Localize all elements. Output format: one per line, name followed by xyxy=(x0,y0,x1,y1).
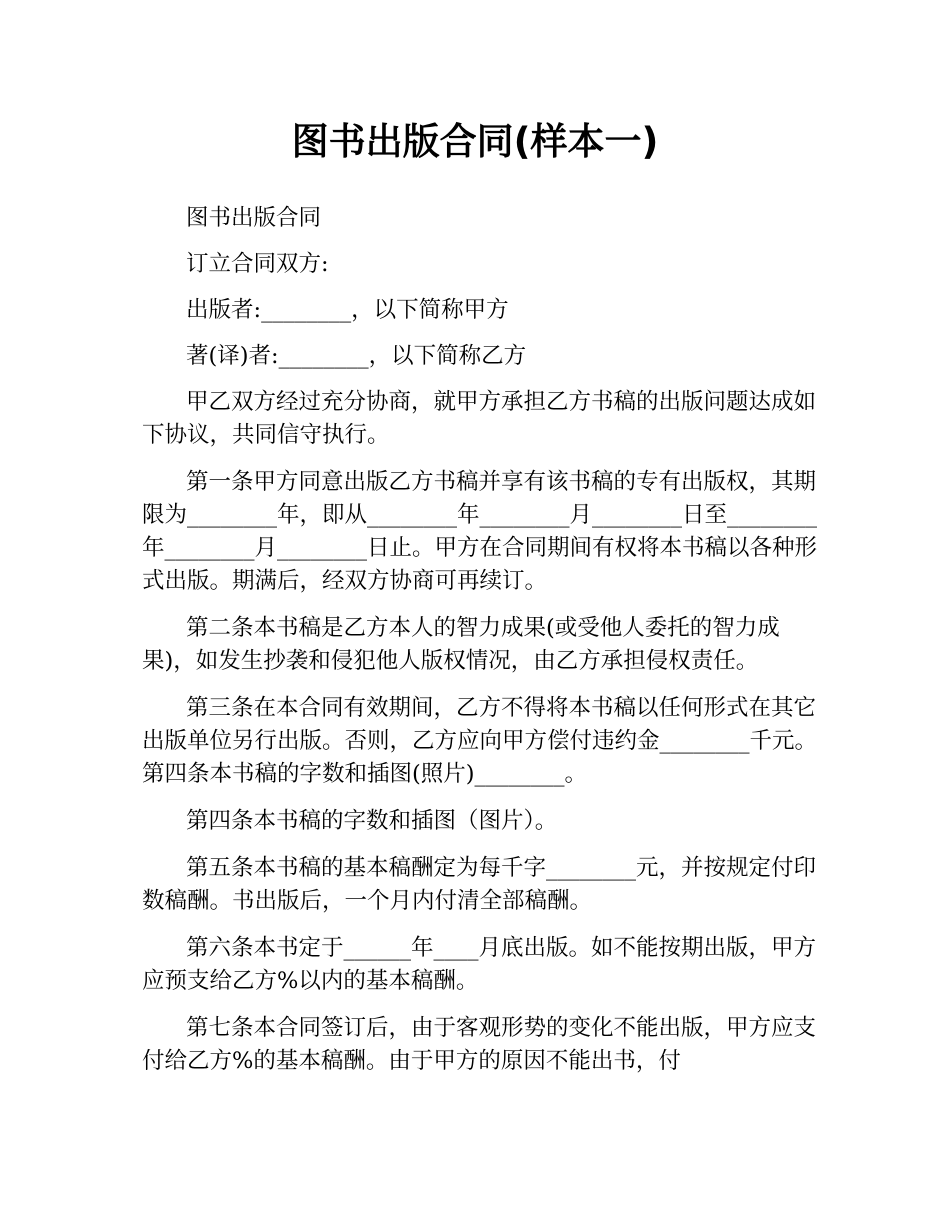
document-body xyxy=(142,202,817,1092)
paragraph-heading: 图书出版合同 xyxy=(186,205,322,231)
document-title: 图书出版合同(样本一) xyxy=(291,120,659,163)
paragraph-article-4: 第四条本书稿的字数和插图（图片）。 xyxy=(186,808,558,834)
paragraph-author: 著(译)者:________，以下简称乙方 xyxy=(186,343,527,369)
paragraph-agreement-intro: 甲乙双方经过充分协商，就甲方承担乙方书稿的出版问题达成如下协议，共同信守执行。 xyxy=(142,389,817,448)
paragraph-article-3: 第三条在本合同有效期间，乙方不得将本书稿以任何形式在其它出版单位另行出版。否则，乙方应向甲方偿付违约金________千元。第四条本书稿的字数和插图(照片)________。 xyxy=(142,695,818,787)
paragraph-article-6: 第六条本书定于______年____月底出版。如不能按期出版，甲方应预支给乙方%以内的基本稿酬。 xyxy=(142,935,817,994)
paragraph-article-2: 第二条本书稿是乙方本人的智力成果(或受他人委托的智力成果)，如发生抄袭和侵犯他人版权情况，由乙方承担侵权责任。 xyxy=(142,615,780,674)
paragraph-article-5: 第五条本书稿的基本稿酬定为每千字________元，并按规定付印数稿酬。书出版后，一个月内付清全部稿酬。 xyxy=(142,855,817,914)
paragraph-article-1: 第一条甲方同意出版乙方书稿并享有该书稿的专有出版权，其期限为________年，即从________年________月________日至________年________月________日止。甲方在合同期间有权将本书稿以各种形式出版。期满后，经双方协商可再续订。 xyxy=(142,469,818,594)
paragraph-article-7: 第七条本合同签订后，由于客观形势的变化不能出版，甲方应支付给乙方%的基本稿酬。由于甲方的原因不能出书，付 xyxy=(142,1015,817,1074)
paragraph-publisher: 出版者:________，以下简称甲方 xyxy=(186,297,509,323)
paragraph-parties: 订立合同双方: xyxy=(186,251,329,277)
